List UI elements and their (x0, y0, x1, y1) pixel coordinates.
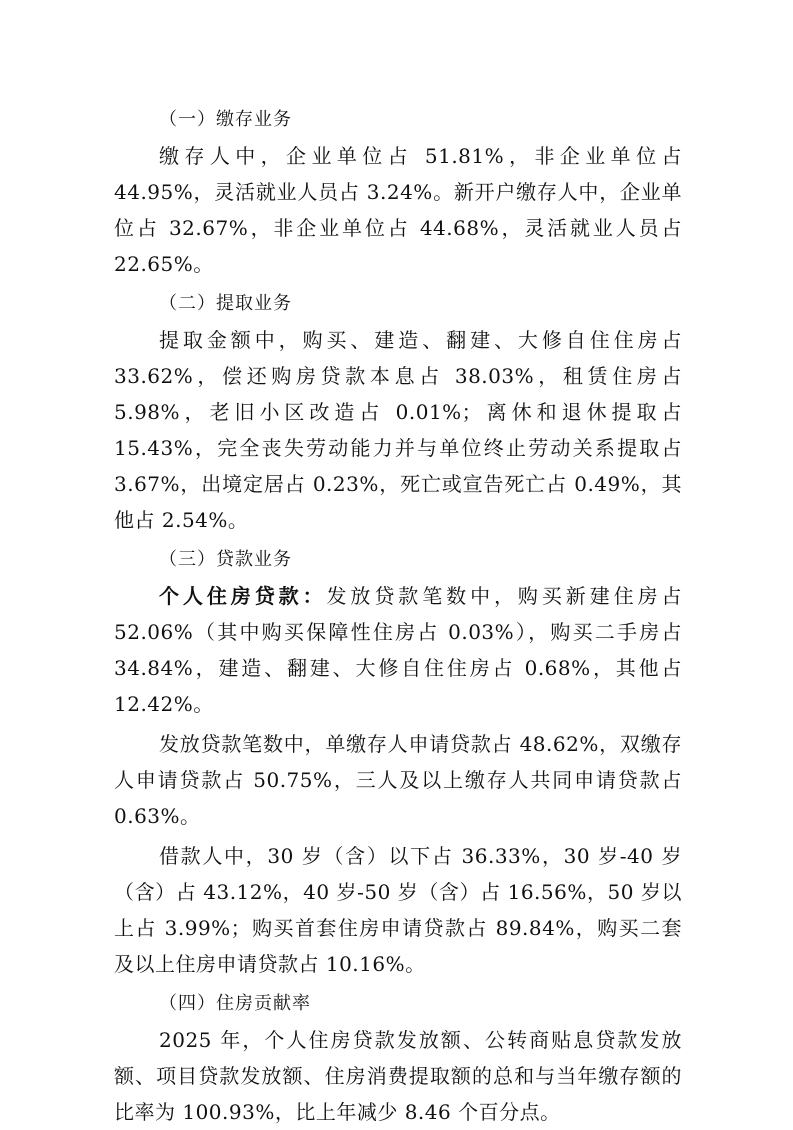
personal-housing-loan-text: 发放贷款笔数中，购买新建住房占 52.06%（其中购买保障性住房占 0.03%），购买二手房占 34.84%，建造、翻建、大修自住住房占 0.68%，其他占 12.42%。 (114, 584, 682, 716)
document-body (114, 102, 682, 1130)
paragraph-deposit: 缴存人中，企业单位占 51.81%，非企业单位占 44.95%，灵活就业人员占 3.24%。新开户缴存人中，企业单位占 32.67%，非企业单位占 44.68%，灵活就业人员占 22.65%。 (114, 144, 682, 276)
personal-housing-loan-label: 个人住房贷款： (159, 584, 327, 608)
paragraph-loan-applicants: 发放贷款笔数中，单缴存人申请贷款占 48.62%，双缴存人申请贷款占 50.75%，三人及以上缴存人共同申请贷款占 0.63%。 (114, 732, 682, 828)
paragraph-withdrawal: 提取金额中，购买、建造、翻建、大修自住住房占 33.62%，偿还购房贷款本息占 38.03%，租赁住房占 5.98%，老旧小区改造占 0.01%；离休和退休提取占 15.43%，完全丧失劳动能力并与单位终止劳动关系提取占 3.67%，出境定居占 0.23%，死亡或宣告死亡占 0.49%，其他占 2.54%。 (114, 328, 682, 532)
section-heading-contribution-rate: （四）住房贡献率 (159, 993, 311, 1014)
section-heading-deposit: （一）缴存业务 (159, 109, 292, 130)
paragraph-personal-housing-loan (114, 578, 682, 722)
section-heading-withdrawal: （二）提取业务 (159, 293, 292, 314)
paragraph-contribution-rate: 2025 年，个人住房贷款发放额、公转商贴息贷款发放额、项目贷款发放额、住房消费提取额的总和与当年缴存额的比率为 100.93%，比上年减少 8.46 个百分点。 (114, 1028, 682, 1124)
paragraph-borrower-age: 借款人中，30 岁（含）以下占 36.33%，30 岁-40 岁（含）占 43.12%，40 岁-50 岁（含）占 16.56%，50 岁以上占 3.99%；购买首套住房申请贷款占 89.84%，购买二套及以上住房申请贷款占 10.16%。 (114, 844, 682, 976)
section-heading-loan: （三）贷款业务 (159, 549, 292, 570)
